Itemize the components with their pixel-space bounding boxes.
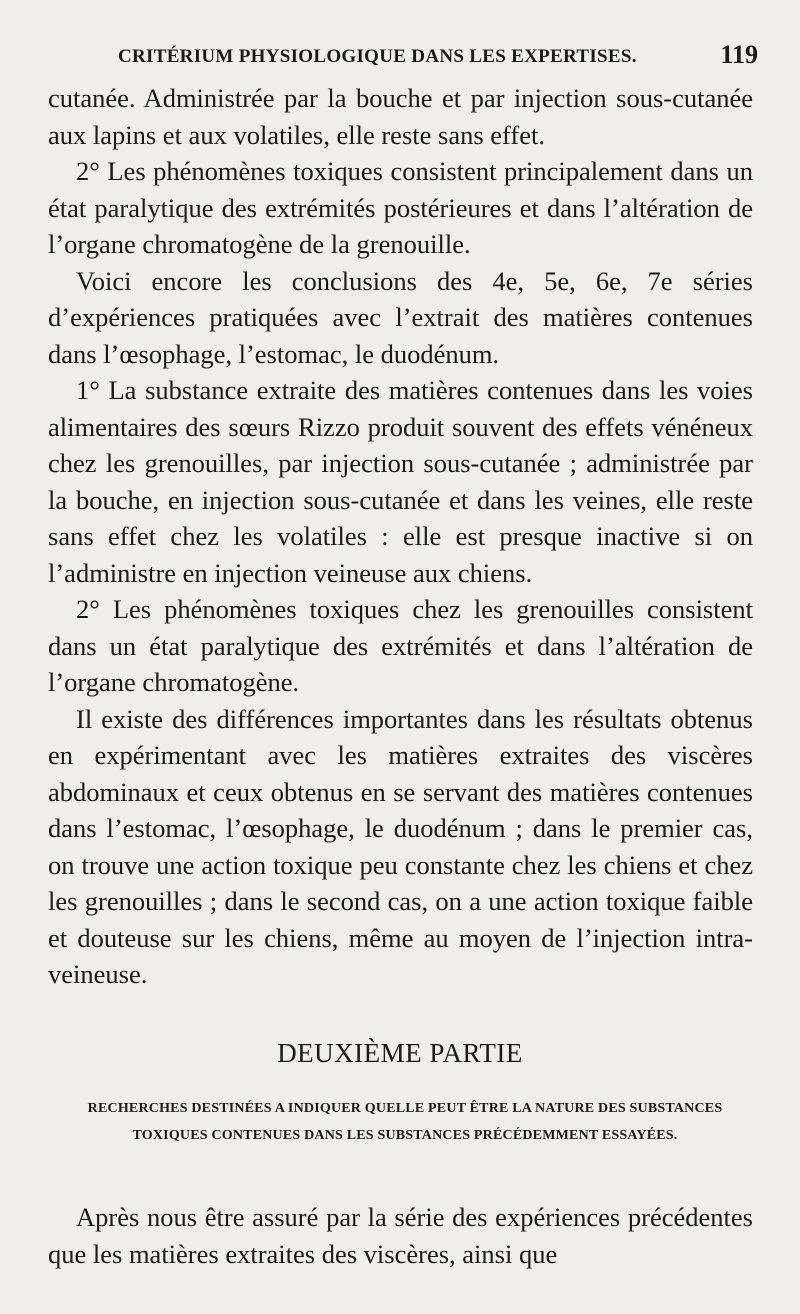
section-title: DEUXIÈME PARTIE	[277, 1038, 523, 1068]
page-number: 119	[720, 40, 758, 69]
body-text	[48, 80, 753, 993]
running-title: CRITÉRIUM PHYSIOLOGIQUE DANS LES EXPERTISES.	[118, 46, 637, 67]
running-head	[118, 40, 758, 74]
paragraph: 2° Les phénomènes toxiques consistent principalement dans un état paralytique des extrémités postérieures et dans l’altération de l’organe chromatogène de la grenouille.	[48, 156, 753, 259]
paragraph: cutanée. Administrée par la bouche et par injection sous-cutanée aux lapins et aux volatiles, elle reste sans effet.	[48, 83, 753, 150]
section-body	[48, 1199, 753, 1273]
paragraph: Voici encore les conclusions des 4e, 5e, 6e, 7e séries d’expériences pratiquées avec l’extrait des matières contenues dans l’œsophage, l’estomac, le duodénum.	[48, 265, 753, 369]
paragraph: 2° Les phénomènes toxiques chez les grenouilles consistent dans un état paralytique des extrémités et dans l’altération de l’organe chromatogène.	[48, 594, 753, 697]
paragraph: Après nous être assuré par la série des expériences précédentes que les matières extraites des viscères, ainsi que	[48, 1202, 753, 1269]
paragraph: Il existe des différences importantes dans les résultats obtenus en expérimentant avec les matières extraites des viscères abdominaux et ceux obtenus en se servant des matières contenues dans l’estomac, l’œsophage, le duodénum ; dans le premier cas, on trouve une action toxique peu constante chez les chiens et chez les grenouilles ; dans le second cas, on a une action toxique faible et douteuse sur les chiens, même au moyen de l’injection intra-veineuse.	[48, 703, 753, 989]
paragraph: 1° La substance extraite des matières contenues dans les voies alimentaires des sœurs Rizzo produit souvent des effets vénéneux chez les grenouilles, par injection sous-cutanée ; administrée par la bouche, en injection sous-cutanée et dans les veines, elle reste sans effet chez les volatiles : elle est presque inactive si on l’administre en injection veineuse aux chiens.	[48, 375, 753, 588]
section-subtitle: RECHERCHES DESTINÉES A INDIQUER QUELLE PEUT ÊTRE LA NATURE DES SUBSTANCES TOXIQUES CONTENUES DANS LES SUBSTANCES PRÉCÉDEMMENT ESSAYÉES.	[87, 1101, 723, 1143]
